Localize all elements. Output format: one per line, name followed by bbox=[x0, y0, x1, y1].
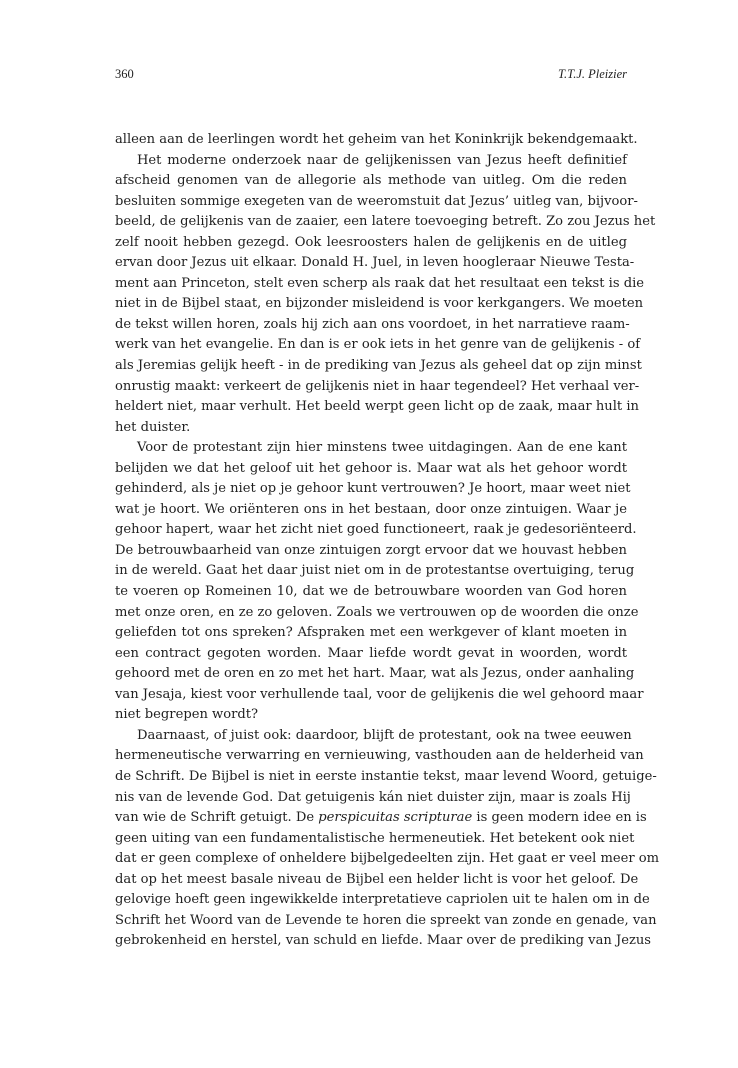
running-head-author: T.T.J. Pleizier bbox=[558, 67, 627, 81]
text-line: in de wereld. Gaat het daar juist niet om in de protestantse overtuiging, terug bbox=[115, 563, 635, 579]
text-line: als Jeremias gelijk heeft - in de prediking van Jezus als geheel dat op zijn minst bbox=[115, 358, 642, 374]
text-line: besluiten sommige exegeten van de weeromstuit dat Jezus’ uitleg van, bijvoor- bbox=[115, 193, 638, 209]
text-line: beeld, de gelijkenis van de zaaier, een latere toevoeging betreft. Zo zou Jezus het bbox=[115, 214, 656, 230]
text-line: gehoor hapert, waar het zicht niet goed functioneert, raak je gedesoriënteerd. bbox=[115, 522, 637, 538]
text-line: Daarnaast, of juist ook: daardoor, blijft de protestant, ook na twee eeuwen bbox=[137, 727, 632, 743]
text-segment: is geen modern idee en is bbox=[472, 810, 647, 826]
text-line: geen uiting van een fundamentalistische hermeneutiek. Het betekent ook niet bbox=[115, 830, 635, 846]
text-line: dat er geen complexe of onheldere bijbelgedeelten zijn. Het gaat er veel meer om bbox=[115, 851, 660, 867]
text-line: Het moderne onderzoek naar de gelijkenissen van Jezus heeft definitief bbox=[137, 152, 627, 168]
text-line: van Jesaja, kiest voor verhullende taal, voor de gelijkenis die wel gehoord maar bbox=[115, 686, 644, 702]
text-line: met onze oren, en ze zo geloven. Zoals we vertrouwen op de woorden die onze bbox=[115, 604, 639, 620]
text-line: gelovige hoeft geen ingewikkelde interpretatieve capriolen uit te halen om in de bbox=[115, 892, 650, 908]
text-line: afscheid genomen van de allegorie als methode van uitleg. Om die reden bbox=[115, 173, 627, 189]
text-line: hermeneutische verwarring en vernieuwing, vasthouden aan de helderheid van bbox=[115, 748, 644, 764]
text-line: de Schrift. De Bijbel is niet in eerste instantie tekst, maar levend Woord, getuige- bbox=[115, 768, 657, 784]
text-line-mixed bbox=[115, 808, 647, 829]
page-number: 360 bbox=[115, 67, 134, 81]
text-line: ervan door Jezus uit elkaar. Donald H. Juel, in leven hoogleraar Nieuwe Testa- bbox=[115, 255, 635, 271]
text-line: Voor de protestant zijn hier minstens twee uitdagingen. Aan de ene kant bbox=[137, 440, 627, 456]
body-text bbox=[115, 130, 660, 952]
text-line: geliefden tot ons spreken? Afspraken met een werkgever of klant moeten in bbox=[115, 625, 627, 641]
running-head bbox=[115, 66, 627, 82]
text-line: een contract gegoten worden. Maar liefde wordt gevat in woorden, wordt bbox=[115, 645, 627, 661]
text-segment: van wie de Schrift getuigt. De bbox=[115, 810, 319, 826]
text-line: gehinderd, als je niet op je gehoor kunt vertrouwen? Je hoort, maar weet niet bbox=[115, 481, 631, 497]
text-line: gebrokenheid en herstel, van schuld en liefde. Maar over de prediking van Jezus bbox=[115, 933, 652, 949]
text-line: niet in de Bijbel staat, en bijzonder misleidend is voor kerkgangers. We moeten bbox=[115, 296, 644, 312]
text-line: ment aan Princeton, stelt even scherp als raak dat het resultaat een tekst is die bbox=[115, 275, 645, 291]
text-line: nis van de levende God. Dat getuigenis kán niet duister zijn, maar is zoals Hij bbox=[115, 789, 631, 805]
text-line: heldert niet, maar verhult. Het beeld werpt geen licht op de zaak, maar hult in bbox=[115, 399, 639, 415]
text-line: Schrift het Woord van de Levende te horen die spreekt van zonde en genade, van bbox=[115, 912, 657, 928]
text-line: dat op het meest basale niveau de Bijbel een helder licht is voor het geloof. De bbox=[115, 871, 639, 887]
text-line: werk van het evangelie. En dan is er ook iets in het genre van de gelijkenis - of bbox=[115, 337, 641, 353]
text-line: belijden we dat het geloof uit het gehoor is. Maar wat als het gehoor wordt bbox=[115, 460, 627, 476]
text-line: te voeren op Romeinen 10, dat we de betrouwbare woorden van God horen bbox=[115, 584, 627, 600]
text-line: wat je hoort. We oriënteren ons in het bestaan, door onze zintuigen. Waar je bbox=[115, 501, 627, 517]
italic-term: perspicuitas scripturae bbox=[318, 810, 473, 826]
text-line: niet begrepen wordt? bbox=[115, 707, 259, 723]
text-line: zelf nooit hebben gezegd. Ook leesroosters halen de gelijkenis en de uitleg bbox=[115, 234, 627, 250]
text-line: de tekst willen horen, zoals hij zich aan ons voordoet, in het narratieve raam- bbox=[115, 316, 630, 332]
text-line: gehoord met de oren en zo met het hart. Maar, wat als Jezus, onder aanhaling bbox=[115, 666, 635, 682]
text-line: het duister. bbox=[115, 419, 191, 435]
text-line: alleen aan de leerlingen wordt het geheim van het Koninkrijk bekendgemaakt. bbox=[115, 132, 638, 147]
text-line: De betrouwbaarheid van onze zintuigen zorgt ervoor dat we houvast hebben bbox=[115, 542, 627, 558]
text-line: onrustig maakt: verkeert de gelijkenis niet in haar tegendeel? Het verhaal ver- bbox=[115, 378, 640, 394]
